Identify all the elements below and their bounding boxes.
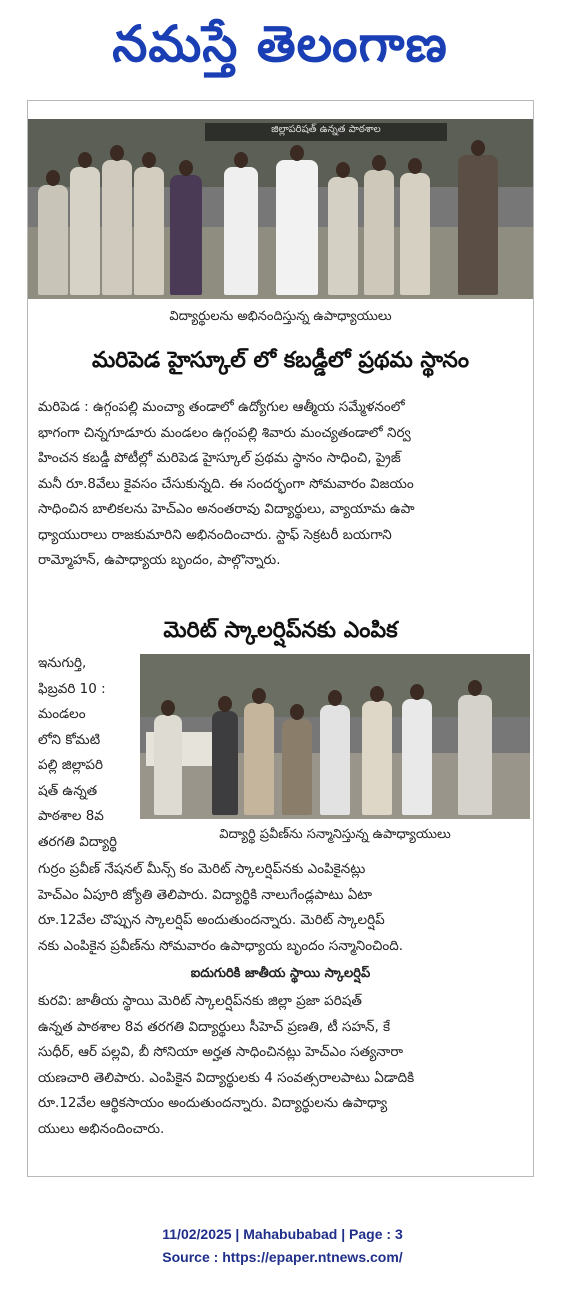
- article2-photo-caption: విద్యార్థి ప్రవీణ్‌ను సన్మానిస్తున్న ఉపాధ్యాయులు: [219, 827, 451, 842]
- article3-line: యణచారి తెలిపారు. ఎంపికైన విద్యార్థులకు 4 సంవత్సరాలపాటు ఏడాదికి: [38, 1069, 415, 1086]
- article2-side-line: లోని కోమటి: [38, 731, 101, 748]
- article2-body: [38, 857, 528, 959]
- article2-line: హెచ్ఎం ఏపూరి జ్యోతి తెలిపారు. విద్యార్థికి నాలుగేండ్లపాటు ఏటా: [38, 886, 373, 903]
- article3-line: ఉన్నత పాఠశాల 8వ తరగతి విద్యార్థులు సీహెచ్ ప్రణతి, టీ సహన్, కే: [38, 1018, 391, 1035]
- footer-date-line: 11/02/2025 | Mahabubabad | Page : 3: [162, 1226, 403, 1242]
- article2-side-line: షత్ ఉన్నత: [38, 782, 98, 799]
- article3-line: రూ.12వేల ఆర్థికసాయం అందుతుందన్నారు. విద్యార్థులను ఉపాధ్యా: [38, 1095, 388, 1111]
- article2-side-line: ఇనుగుర్తి,: [38, 655, 87, 671]
- article3-headline: ఐదుగురికి జాతీయ స్థాయి స్కాలర్షిప్: [190, 966, 371, 981]
- article2-side-line: మండలం: [38, 706, 86, 722]
- news-clipping: [27, 100, 534, 1177]
- article2-line: గుర్రం ప్రవీణ్ నేషనల్ మీన్స్ కం మెరిట్ స్కాలర్షిప్‌నకు ఎంపికైనట్లు: [38, 861, 366, 877]
- photo-banner-text: జిల్లాపరిషత్ ఉన్నత పాఠశాల: [205, 123, 447, 141]
- article2-side-line: తరగతి విద్యార్థి: [38, 833, 118, 850]
- article2-side-line: ఫిబ్రవరి 10 :: [38, 680, 106, 697]
- article2-side-text: [38, 651, 138, 855]
- article2-line: నకు ఎంపికైన ప్రవీణ్‌ను సోమవారం ఉపాధ్యాయ బృందం సన్మానించింది.: [38, 937, 404, 954]
- article3-body: [38, 989, 528, 1142]
- article1-photo: [28, 119, 533, 299]
- article1-body: [38, 395, 528, 574]
- footer-source-link[interactable]: Source : https://epaper.ntnews.com/: [162, 1249, 403, 1265]
- article1-line: భాగంగా చిన్నగూడూరు మండలం ఉగ్గంపల్లి శివారు మంచ్యతండాలో నిర్వ: [38, 424, 411, 441]
- article1-line: సాధించిన బాలికలను హెచ్ఎం అనంతరావు విద్యార్థులు, వ్యాయామ ఉపా: [38, 501, 415, 517]
- article2-headline: మెరిట్ స్కాలర్షిప్‌నకు ఎంపిక: [163, 618, 398, 643]
- article3-line: కురవి: జాతీయ స్థాయి మెరిట్ స్కాలర్షిప్‌నకు జిల్లా ప్రజా పరిషత్: [38, 993, 362, 1009]
- article1-photo-caption: విద్యార్థులను అభినందిస్తున్న ఉపాధ్యాయులు: [169, 309, 392, 324]
- article1-line: మనీ రూ.8వేలు కైవసం చేసుకున్నది. ఈ సందర్భంగా సోమవారం విజయం: [38, 475, 414, 492]
- article2-photo: [140, 654, 530, 819]
- article1-line: హించన కబడ్డీ పోటీల్లో మరిపెడ హైస్కూల్ ప్రథమ స్థానం సాధించి, ప్రైజ్: [38, 450, 401, 466]
- article1-line: మరిపెడ : ఉగ్గంపల్లి మంచ్యా తండాలో ఉద్యోగుల ఆత్మీయ సమ్మేళనంలో: [38, 399, 405, 415]
- article2-line: రూ.12వేల చొప్పున స్కాలర్షిప్ అందుతుందన్నారు. మెరిట్ స్కాలర్షిప్: [38, 912, 385, 928]
- article3-line: సుధీర్, ఆర్ పల్లవి, బీ సోనియా అర్హత సాధించినట్లు హెచ్ఎం సత్యనారా: [38, 1044, 403, 1060]
- article1-headline: మరిపెడ హైస్కూల్ లో కబడ్డీలో ప్రథమ స్థానం: [91, 348, 470, 373]
- article1-line: ధ్యాయురాలు రాజకుమారిని అభినందించారు. స్టాఫ్ సెక్రటరీ బయగాని: [38, 526, 392, 543]
- masthead-title: నమస్తే తెలంగాణ: [112, 15, 448, 73]
- article2-side-line: పాఠశాల 8వ: [38, 808, 104, 824]
- article1-line: రామ్మోహన్, ఉపాధ్యాయ బృందం, పాల్గొన్నారు.: [38, 552, 281, 568]
- article2-side-line: పల్లి జిల్లాపరి: [38, 757, 103, 773]
- article3-line: యులు అభినందించారు.: [38, 1120, 165, 1137]
